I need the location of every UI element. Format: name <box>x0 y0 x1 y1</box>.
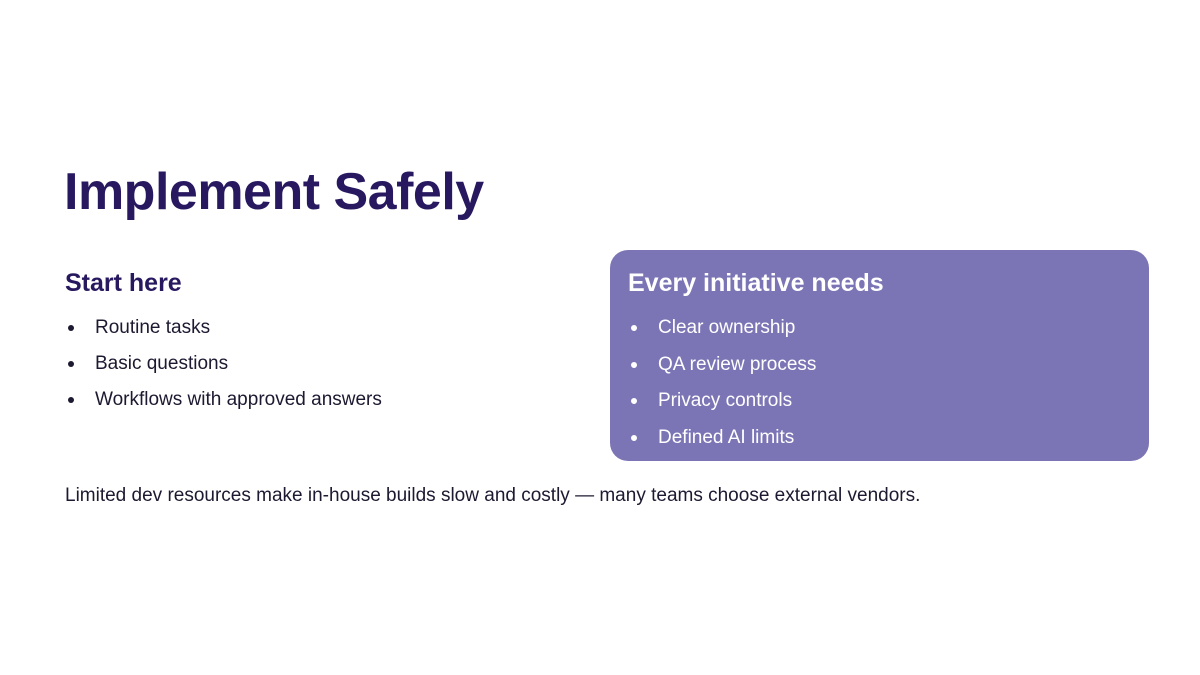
list-item-text: Workflows with approved answers <box>95 389 382 410</box>
list-item <box>628 426 1131 450</box>
initiative-needs-panel <box>610 250 1149 461</box>
bullet-icon <box>631 398 637 404</box>
list-item-text: Privacy controls <box>658 390 793 411</box>
start-here-section <box>65 266 565 424</box>
bullet-icon <box>631 325 637 331</box>
list-item <box>65 316 565 340</box>
list-item-text: QA review process <box>658 353 817 375</box>
initiative-needs-list <box>628 316 1131 450</box>
start-here-list <box>65 316 565 412</box>
bullet-icon <box>631 435 637 441</box>
bullet-icon <box>68 361 74 367</box>
list-item <box>628 353 1131 377</box>
start-here-heading: Start here <box>65 269 182 297</box>
list-item <box>628 316 1131 340</box>
list-item-text: Clear ownership <box>658 317 796 338</box>
initiative-needs-heading: Every initiative needs <box>628 269 884 297</box>
list-item-text: Basic questions <box>95 353 229 374</box>
bullet-icon <box>631 362 637 368</box>
list-item-text: Routine tasks <box>95 317 211 338</box>
list-item <box>65 388 565 412</box>
slide-title: Implement Safely <box>64 163 484 221</box>
bullet-icon <box>68 325 74 331</box>
list-item <box>65 352 565 376</box>
list-item-text: Defined AI limits <box>658 426 795 448</box>
footnote: Limited dev resources make in-house builds slow and costly — many teams choose external vendors. <box>65 485 921 506</box>
bullet-icon <box>68 397 74 403</box>
list-item <box>628 389 1131 413</box>
